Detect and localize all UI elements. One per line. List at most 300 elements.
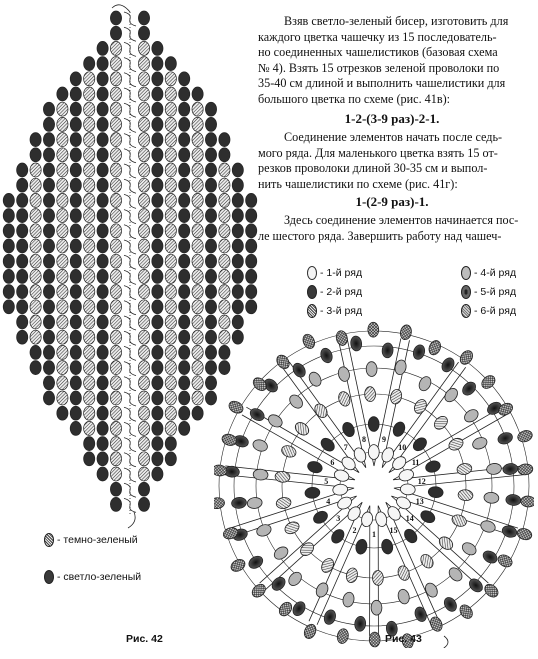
leaf-bead [57,300,68,314]
text-line: ле шестого ряда. Завершить работу над чашеч- [258,228,502,243]
calyx-bead [496,553,514,570]
leaf-bead [84,269,95,283]
leaf-bead [110,300,121,314]
leaf-bead [43,224,54,238]
leaf-bead [43,178,54,192]
calyx-bead [389,388,403,405]
leaf-bead [110,117,121,131]
leaf-bead [179,300,190,314]
calyx-bead [424,459,441,474]
element-number: 6 [330,458,335,467]
calyx-bead [442,386,460,404]
leaf-bead [165,437,176,451]
bead-swatch-gray-icon [461,266,471,280]
leaf-bead [30,269,41,283]
leaf-bead [43,330,54,344]
leaf-bead [97,330,108,344]
calyx-bead [496,431,514,446]
legend-label: - 5-й ряд [474,286,517,298]
leaf-bead [110,330,121,344]
leaf-bead [179,224,190,238]
leaf-bead [110,133,121,147]
leaf-bead [3,239,14,253]
element-number: 10 [398,443,407,453]
leaf-bead [165,285,176,299]
leaf-bead [70,254,81,268]
leaf-bead [70,193,81,207]
leaf-bead [57,178,68,192]
calyx-bead [332,484,348,496]
leaf-bead [138,87,149,101]
calyx-bead [418,552,435,570]
leaf-bead [70,178,81,192]
leaf-bead [110,224,121,238]
leaf-bead [97,239,108,253]
leaf-bead [138,406,149,420]
leaf-bead [152,467,163,481]
leaf-bead [219,178,230,192]
leaf-bead [57,133,68,147]
leaf-bead [17,209,28,223]
calyx-bead [447,565,465,583]
calyx-bead [314,581,330,599]
leaf-bead [30,361,41,375]
leaf-bead [110,437,121,451]
leaf-bead [165,117,176,131]
leaf-bead [57,285,68,299]
leaf-bead [192,102,203,116]
leaf-bead [192,269,203,283]
calyx-bead [481,549,499,566]
leaf-bead [205,254,216,268]
leaf-bead [70,209,81,223]
leaf-bead [138,11,149,25]
leaf-bead [138,254,149,268]
leaf-bead [70,315,81,329]
leaf-bead [43,300,54,314]
calyx-bead [307,370,324,388]
leaf-bead [30,133,41,147]
leaf-bead [179,193,190,207]
leaf-bead [70,117,81,131]
legend-light-green [44,570,141,584]
element-number: 12 [417,477,426,486]
calyx-bead [251,438,269,453]
leaf-bead [152,163,163,177]
leaf-bead [192,406,203,420]
leaf-bead [97,148,108,162]
leaf-bead [246,300,257,314]
leaf-bead [84,421,95,435]
leaf-bead [138,209,149,223]
leaf-bead [17,254,28,268]
leaf-bead [110,421,121,435]
leaf-bead [152,102,163,116]
legend-label: - темно-зеленый [57,534,138,546]
leaf-bead [17,330,28,344]
leaf-bead [165,224,176,238]
leaf-bead [110,163,121,177]
calyx-bead [270,575,288,593]
leaf-bead [84,117,95,131]
calyx-bead [286,570,304,588]
leaf-bead [152,406,163,420]
leaf-bead [57,87,68,101]
leaf-bead [179,117,190,131]
leaf-bead [192,376,203,390]
calyx-bead [352,446,368,464]
calyx-bead [482,582,500,600]
leaf-bead [3,209,14,223]
legend-label: - 3-й ряд [320,305,363,317]
leaf-bead [97,437,108,451]
leaf-bead [43,361,54,375]
leaf-bead [97,87,108,101]
calyx-bead [322,608,337,625]
text-line: Здесь соединение элементов начинается пос- [284,213,519,227]
leaf-bead [192,163,203,177]
leaf-bead [138,41,149,55]
leaf-bead [97,391,108,405]
leaf-bead [30,209,41,223]
calyx-bead [368,445,379,460]
calyx-bead [460,380,478,398]
leaf-bead [138,148,149,162]
leaf-bead [192,285,203,299]
leaf-bead [84,345,95,359]
leaf-bead [84,300,95,314]
calyx-bead [337,366,351,383]
leaf-bead [17,285,28,299]
leaf-bead [84,102,95,116]
leaf-bead [152,437,163,451]
leaf-bead [43,269,54,283]
leaf-bead [97,315,108,329]
leaf-bead [57,239,68,253]
leaf-bead [110,406,121,420]
leaf-bead [57,254,68,268]
leaf-bead [70,421,81,435]
leaf-bead [219,300,230,314]
calyx-bead [369,632,380,647]
calyx-bead [458,489,474,501]
legend-label: - 6-й ряд [474,305,517,317]
leaf-bead [152,421,163,435]
leaf-bead [70,163,81,177]
leaf-bead [246,269,257,283]
leaf-bead [84,406,95,420]
calyx-bead [505,494,521,506]
leaf-bead [205,239,216,253]
bead-swatch-black-icon [461,285,471,299]
leaf-bead [43,148,54,162]
leaf-bead [3,193,14,207]
text-line: мого ряда. Для маленького цветка взять 15 от- [258,145,498,160]
leaf-bead [43,391,54,405]
leaf-bead [3,254,14,268]
leaf-bead [192,239,203,253]
leaf-bead [138,239,149,253]
calyx-bead [306,460,323,475]
calyx-bead [484,492,500,504]
text-line: № 4). Взять 15 отрезков зеленой проволоки по [258,60,500,75]
leaf-bead [152,254,163,268]
calyx-bead [247,554,265,571]
calyx-bead [333,468,350,483]
leaf-bead [165,72,176,86]
formula-1: 1-2-(3-9 раз)-2-1. [344,111,440,126]
leaf-bead [205,193,216,207]
calyx-bead [280,444,298,460]
leaf-bead [205,163,216,177]
leaf-bead [97,254,108,268]
leaf-bead [138,391,149,405]
leaf-bead [138,482,149,496]
calyx-bead [251,375,269,393]
leaf-bead [179,87,190,101]
leaf-bead [232,224,243,238]
leaf-bead [138,497,149,511]
leaf-bead [17,239,28,253]
calyx-bead [520,495,534,507]
leaf-bead [165,133,176,147]
leaf-bead [192,300,203,314]
leaf-bead [219,239,230,253]
leaf-bead [30,254,41,268]
leaf-bead [30,148,41,162]
leaf-bead [179,163,190,177]
leaf-bead [110,467,121,481]
leaf-bead [110,87,121,101]
leaf-bead [165,315,176,329]
calyx-bead [293,420,311,438]
leaf-bead [179,72,190,86]
leaf-bead [205,224,216,238]
leaf-bead [97,269,108,283]
leaf-bead [70,102,81,116]
leaf-bead [179,345,190,359]
element-number: 7 [343,443,348,453]
leaf-bead [3,269,14,283]
leaf-bead [152,148,163,162]
leaf-bead [138,117,149,131]
leaf-bead [110,376,121,390]
element-number: 9 [382,435,386,444]
leaf-bead [232,254,243,268]
leaf-bead [165,87,176,101]
leaf-bead [179,102,190,116]
leaf-bead [110,269,121,283]
leaf-bead [138,300,149,314]
leaf-bead [152,345,163,359]
leaf-bead [165,345,176,359]
leaf-bead [57,406,68,420]
leaf-bead [192,178,203,192]
leaf-bead [30,330,41,344]
calyx-bead [447,436,465,452]
leaf-bead [192,345,203,359]
leaf-bead [97,117,108,131]
calyx-bead [442,595,459,613]
leaf-bead [165,361,176,375]
leaf-bead [97,406,108,420]
leaf-bead [152,87,163,101]
leaf-bead [152,376,163,390]
leaf-bead [43,193,54,207]
calyx-bead [247,497,263,510]
calyx-bead [457,603,474,621]
text-line: Взяв светло-зеленый бисер, изготовить для [284,14,509,28]
paragraph-1 [258,14,526,108]
leaf-bead [3,300,14,314]
leaf-bead [219,269,230,283]
leaf-bead [179,406,190,420]
leaf-bead [192,330,203,344]
leaf-bead [138,133,149,147]
leaf-bead [84,437,95,451]
leaf-bead [43,254,54,268]
bead-swatch-dark-icon [44,570,54,584]
calyx-bead [458,348,475,366]
calyx-bead [398,468,415,483]
calyx-bead [450,513,468,529]
leaf-bead [17,178,28,192]
leaf-bead [165,148,176,162]
leaf-bead [84,87,95,101]
leaf-bead [110,239,121,253]
element-number: 2 [352,525,357,535]
leaf-bead [179,178,190,192]
calyx-bead [319,556,336,574]
leaf-bead [110,102,121,116]
leaf-bead [192,117,203,131]
leaf-bead [232,163,243,177]
text-line: Соединение элементов начать после седь- [284,130,503,144]
leaf-bead [97,376,108,390]
leaf-bead [70,269,81,283]
leaf-bead [97,102,108,116]
leaf-bead [152,300,163,314]
calyx-bead [272,544,290,561]
calyx-bead [479,373,497,391]
bead-swatch-hatched-icon [307,304,317,318]
leaf-bead [70,406,81,420]
leaf-bead [152,193,163,207]
legend-label: - 4-й ряд [474,267,517,279]
leaf-bead [219,224,230,238]
calyx-bead [428,486,444,498]
leaf-bead [192,361,203,375]
leaf-bead [205,178,216,192]
legend-label: - 2-й ряд [320,286,363,298]
calyx-bead [371,600,382,615]
calyx-bead [437,534,455,552]
leaf-bead [3,285,14,299]
calyx-bead [231,497,247,510]
leaf-bead [179,254,190,268]
leaf-bead [70,133,81,147]
leaf-bead [70,87,81,101]
leaf-bead [70,239,81,253]
leaf-bead [152,57,163,71]
leaf-bead [179,391,190,405]
calyx-bead [381,343,393,359]
leaf-bead [246,193,257,207]
leaf-bead [84,148,95,162]
calyx-bead [467,576,485,594]
calyx-bead [355,538,369,555]
calyx-bead [255,523,273,539]
calyx-bead [486,463,502,476]
leaf-bead [219,148,230,162]
leaf-bead [57,315,68,329]
calyx-bead [400,483,416,495]
calyx-bead-diagram [214,318,534,648]
leaf-bead [138,178,149,192]
calyx-bead [502,463,518,476]
leaf-bead [192,148,203,162]
leaf-bead [165,269,176,283]
leaf-bead [165,209,176,223]
calyx-bead [250,582,268,600]
leaf-bead [84,163,95,177]
calyx-bead [374,511,388,528]
leaf-bead [205,133,216,147]
leaf-bead [17,300,28,314]
leaf-bead [110,482,121,496]
text-line: 35-40 см длиной и выполнить чашелистики для [258,76,506,91]
leaf-bead [179,133,190,147]
legend-row-1 [307,266,362,280]
legend-dark-green [44,533,138,547]
leaf-bead [97,452,108,466]
calyx-bead [274,353,291,371]
leaf-bead [232,193,243,207]
leaf-bead [138,285,149,299]
leaf-bead [57,102,68,116]
leaf-bead [152,178,163,192]
leaf-bead [57,209,68,223]
leaf-bead [57,376,68,390]
leaf-bead [205,285,216,299]
leaf-bead [192,193,203,207]
calyx-bead [345,567,359,584]
leaf-bead [192,391,203,405]
leaf-bead [165,421,176,435]
leaf-bead [232,300,243,314]
leaf-bead [84,330,95,344]
leaf-bead [30,193,41,207]
leaf-bead [110,26,121,40]
calyx-bead [417,375,433,393]
figure-43-caption: Рис. 43 [385,633,422,645]
legend-row-4 [461,266,516,280]
calyx-ring-line [219,331,529,641]
calyx-bead [517,463,533,475]
leaf-bead [43,285,54,299]
leaf-bead [43,117,54,131]
leaf-bead [43,209,54,223]
leaf-bead [192,254,203,268]
leaf-bead [246,224,257,238]
legend-row-6 [461,304,516,318]
calyx-bead [275,496,292,509]
leaf-bead [232,239,243,253]
leaf-bead [70,148,81,162]
calyx-bead [227,399,245,416]
leaf-bead [152,361,163,375]
leaf-bead [110,497,121,511]
